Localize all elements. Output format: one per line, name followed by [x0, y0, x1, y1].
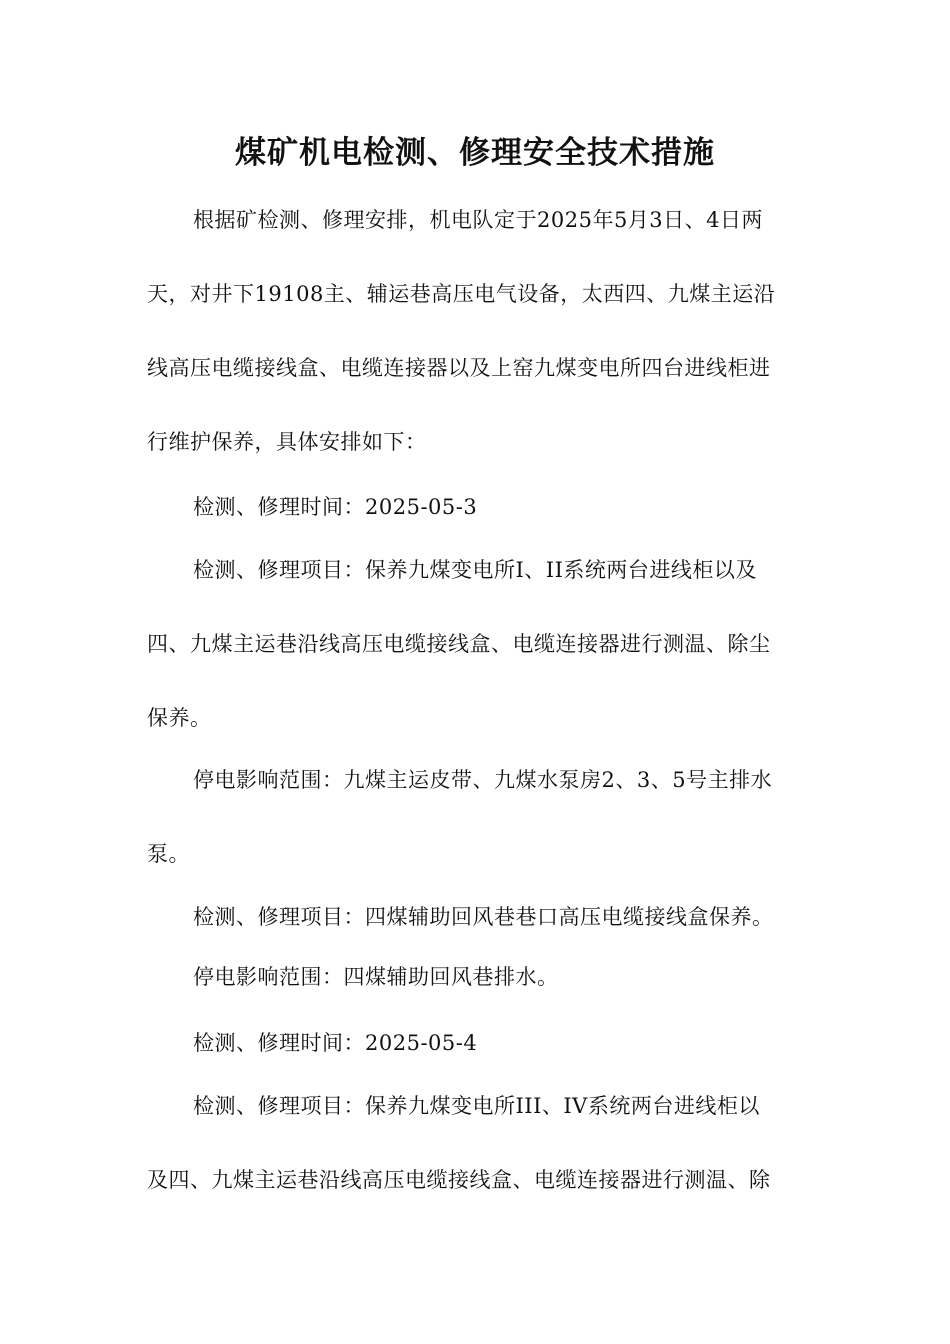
text-line: 及四、九煤主运巷沿线高压电缆接线盒、电缆连接器进行测温、除 [147, 1168, 771, 1192]
text-line: 检测、修理时间：2025-05-3 [193, 495, 478, 519]
text-line: 检测、修理项目：保养九煤变电所I、II系统两台进线柜以及 [193, 558, 757, 582]
paragraph-schedule-intro [147, 183, 807, 479]
text-line: 停电影响范围：四煤辅助回风巷排水。 [193, 965, 559, 989]
text-line: 保养。 [147, 706, 212, 730]
text-line: 停电影响范围：九煤主运皮带、九煤水泵房2、3、5号主排水 [193, 768, 773, 792]
paragraph-items-day1 [147, 533, 807, 755]
text-line: 检测、修理项目：保养九煤变电所III、IV系统两台进线柜以 [193, 1094, 760, 1118]
document-title: 煤矿机电检测、修理安全技术措施 [235, 135, 715, 171]
text-line: 根据矿检测、修理安排，机电队定于2025年5月3日、4日两 [193, 208, 764, 232]
text-line: 线高压电缆接线盒、电缆连接器以及上窑九煤变电所四台进线柜进 [147, 356, 771, 380]
text-line: 天，对井下19108主、辅运巷高压电气设备，太西四、九煤主运沿 [147, 282, 776, 306]
paragraph-items-day2 [147, 1069, 807, 1217]
text-line: 检测、修理项目：四煤辅助回风巷巷口高压电缆接线盒保养。 [193, 905, 774, 929]
text-line: 检测、修理时间：2025-05-4 [193, 1031, 478, 1055]
text-line: 四、九煤主运巷沿线高压电缆接线盒、电缆连接器进行测温、除尘 [147, 632, 771, 656]
text-line: 泵。 [147, 842, 190, 866]
paragraph-outage-day1-b [147, 940, 807, 1014]
text-line: 行维护保养，具体安排如下： [147, 430, 427, 454]
paragraph-outage-day1 [147, 743, 807, 891]
